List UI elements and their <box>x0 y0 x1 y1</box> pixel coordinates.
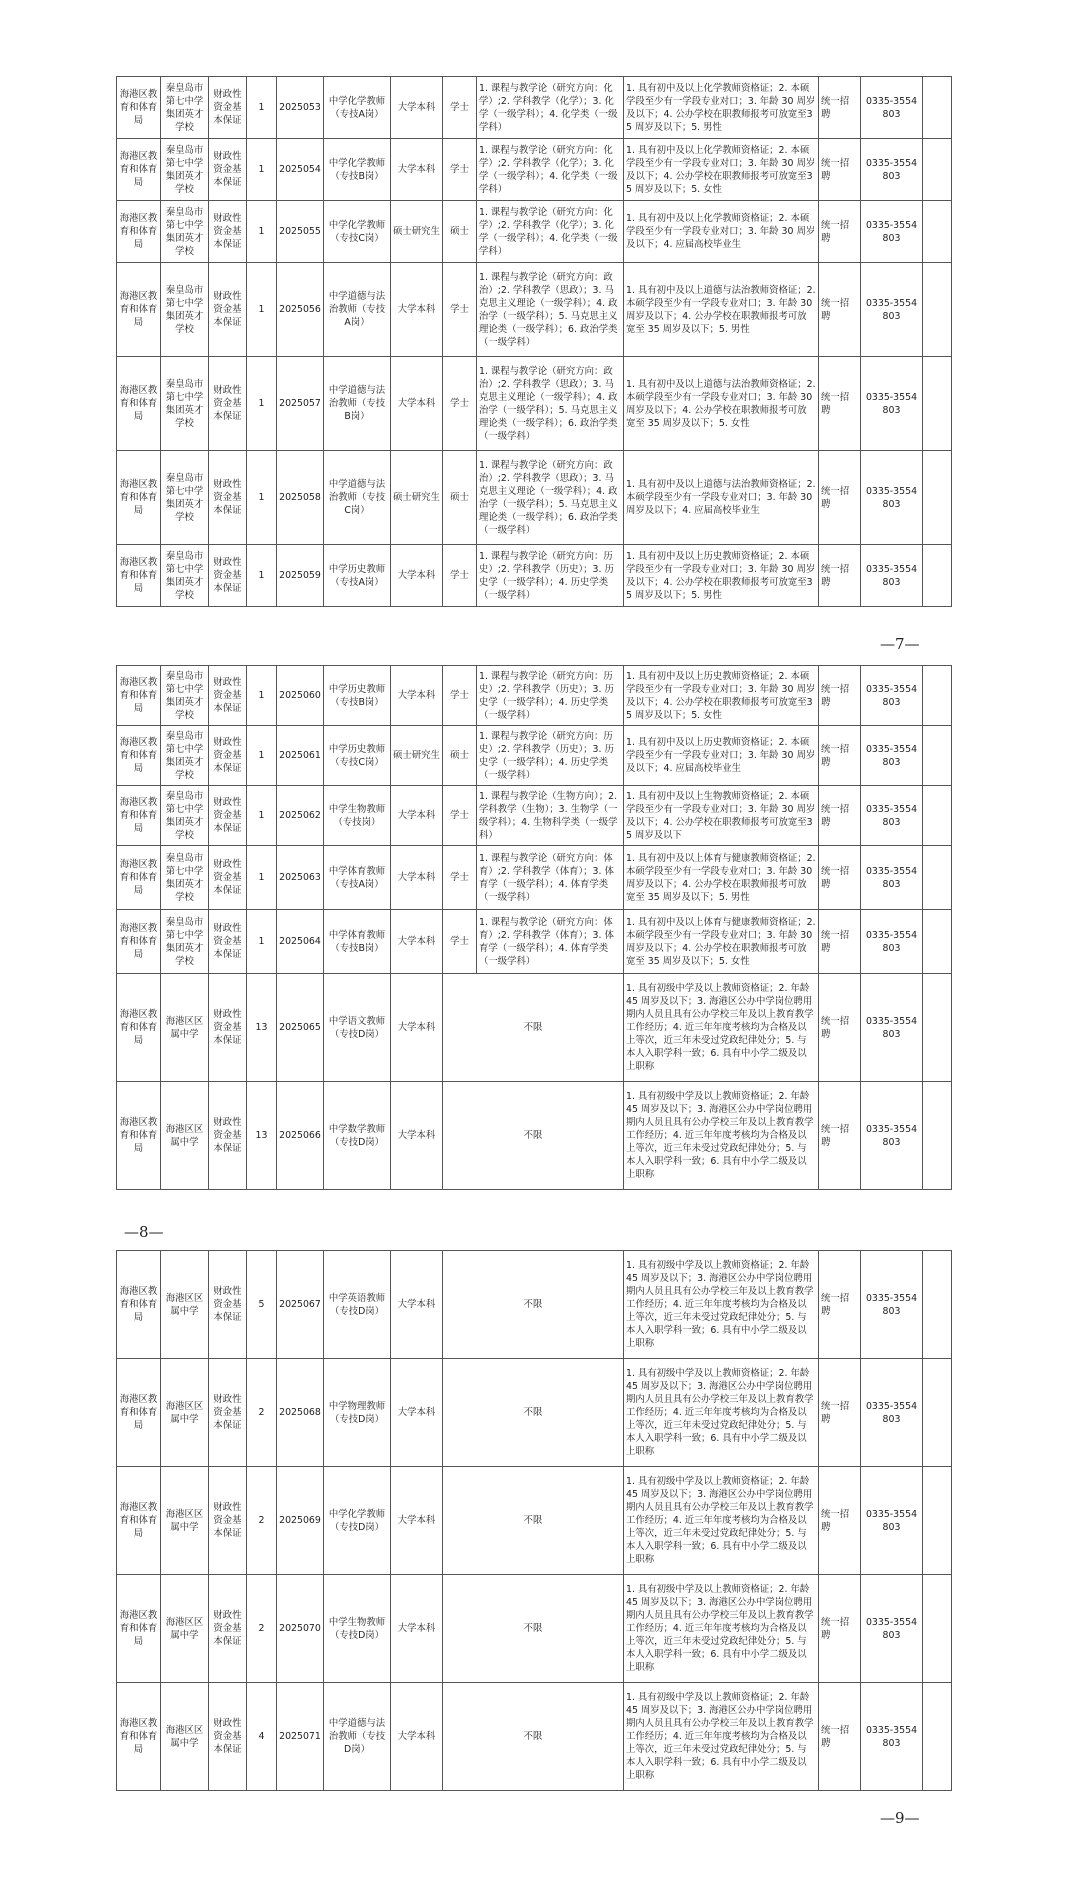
conditions-cell: 1. 具有初级中学及以上教师资格证；2. 年龄 45 周岁及以下；3. 海港区公办中学岗位聘用期内人员且具有公办学校三年及以上教育教学工作经历；4. 近三年年度考核均为合格及以上等次，近三年未受过党政纪律处分；5. 与本人入职学科一致；6. 具有中小学二级及以上职称 <box>624 1683 819 1791</box>
education-cell: 大学本科 <box>391 974 443 1082</box>
table-row <box>117 666 952 726</box>
unit-cell: 海港区区属中学 <box>161 1575 209 1683</box>
table-row <box>117 786 952 846</box>
major-cell: 1. 课程与教学论（研究方向：化学）;2. 学科教学（化学）；3. 化学（一级学科）；4. 化学类（一级学科） <box>477 201 624 263</box>
education-cell: 大学本科 <box>391 1575 443 1683</box>
count-cell: 1 <box>247 201 277 263</box>
count-cell: 5 <box>247 1251 277 1359</box>
degree-cell: 学士 <box>443 263 477 357</box>
note-cell <box>923 1359 952 1467</box>
count-cell: 1 <box>247 545 277 607</box>
recruitment-table-page-7 <box>116 76 952 607</box>
method-cell: 统一招聘 <box>819 726 861 786</box>
conditions-cell: 1. 具有初中及以上历史教师资格证；2. 本硕学段至少有一学段专业对口；3. 年龄 30 周岁及以下；4. 公办学校在职教师报考可放宽至35 周岁及以下；5. 男性 <box>624 545 819 607</box>
unit-cell: 秦皇岛市第七中学集团英才学校 <box>161 666 209 726</box>
method-cell: 统一招聘 <box>819 666 861 726</box>
code-cell: 2025055 <box>277 201 324 263</box>
note-cell <box>923 974 952 1082</box>
phone-cell: 0335-3554803 <box>861 1082 923 1190</box>
page-number: —8— <box>124 1223 164 1241</box>
funding-cell: 财政性资金基本保证 <box>209 1575 247 1683</box>
degree-cell: 学士 <box>443 786 477 846</box>
phone-cell: 0335-3554803 <box>861 786 923 846</box>
dept-cell: 海港区教育和体育局 <box>117 974 161 1082</box>
method-cell: 统一招聘 <box>819 139 861 201</box>
method-cell: 统一招聘 <box>819 1359 861 1467</box>
funding-cell: 财政性资金基本保证 <box>209 974 247 1082</box>
unit-cell: 海港区区属中学 <box>161 1082 209 1190</box>
note-cell <box>923 910 952 974</box>
major-cell: 不限 <box>443 1683 624 1791</box>
dept-cell: 海港区教育和体育局 <box>117 666 161 726</box>
table-row <box>117 263 952 357</box>
count-cell: 1 <box>247 139 277 201</box>
table-row <box>117 846 952 910</box>
funding-cell: 财政性资金基本保证 <box>209 545 247 607</box>
method-cell: 统一招聘 <box>819 357 861 451</box>
unit-cell: 秦皇岛市第七中学集团英才学校 <box>161 846 209 910</box>
code-cell: 2025066 <box>277 1082 324 1190</box>
funding-cell: 财政性资金基本保证 <box>209 451 247 545</box>
post-cell: 中学道德与法治教师（专技A岗） <box>324 263 391 357</box>
count-cell: 13 <box>247 974 277 1082</box>
funding-cell: 财政性资金基本保证 <box>209 786 247 846</box>
conditions-cell: 1. 具有初中及以上历史教师资格证；2. 本硕学段至少有一学段专业对口；3. 年龄 30 周岁及以下；4. 应届高校毕业生 <box>624 726 819 786</box>
degree-cell: 学士 <box>443 666 477 726</box>
note-cell <box>923 263 952 357</box>
count-cell: 1 <box>247 666 277 726</box>
major-cell: 1. 课程与教学论（研究方向：化学）;2. 学科教学（化学）；3. 化学（一级学科）；4. 化学类（一级学科） <box>477 139 624 201</box>
education-cell: 大学本科 <box>391 846 443 910</box>
table-row <box>117 910 952 974</box>
dept-cell: 海港区教育和体育局 <box>117 1359 161 1467</box>
unit-cell: 海港区区属中学 <box>161 1359 209 1467</box>
degree-cell: 硕士 <box>443 451 477 545</box>
funding-cell: 财政性资金基本保证 <box>209 1082 247 1190</box>
phone-cell: 0335-3554803 <box>861 357 923 451</box>
post-cell: 中学化学教师（专技B岗） <box>324 139 391 201</box>
dept-cell: 海港区教育和体育局 <box>117 77 161 139</box>
education-cell: 大学本科 <box>391 1683 443 1791</box>
conditions-cell: 1. 具有初中及以上道德与法治教师资格证；2. 本硕学段至少有一学段专业对口；3. 年龄 30 周岁及以下；4. 应届高校毕业生 <box>624 451 819 545</box>
post-cell: 中学化学教师（专技C岗） <box>324 201 391 263</box>
conditions-cell: 1. 具有初级中学及以上教师资格证；2. 年龄 45 周岁及以下；3. 海港区公办中学岗位聘用期内人员且具有公办学校三年及以上教育教学工作经历；4. 近三年年度考核均为合格及以上等次，近三年未受过党政纪律处分；5. 与本人入职学科一致；6. 具有中小学二级及以上职称 <box>624 1467 819 1575</box>
dept-cell: 海港区教育和体育局 <box>117 1082 161 1190</box>
method-cell: 统一招聘 <box>819 846 861 910</box>
note-cell <box>923 726 952 786</box>
code-cell: 2025068 <box>277 1359 324 1467</box>
unit-cell: 秦皇岛市第七中学集团英才学校 <box>161 357 209 451</box>
post-cell: 中学生物教师（专技D岗） <box>324 1575 391 1683</box>
unit-cell: 秦皇岛市第七中学集团英才学校 <box>161 910 209 974</box>
post-cell: 中学语文教师（专技D岗） <box>324 974 391 1082</box>
major-cell: 1. 课程与教学论（研究方向：政治）;2. 学科教学（思政）；3. 马克思主义理论（一级学科）；4. 政治学（一级学科）；5. 马克思主义理论类（一级学科）；6. 政治学类（一级学科） <box>477 357 624 451</box>
post-cell: 中学历史教师（专技A岗） <box>324 545 391 607</box>
note-cell <box>923 846 952 910</box>
code-cell: 2025065 <box>277 974 324 1082</box>
conditions-cell: 1. 具有初中及以上生物教师资格证；2. 本硕学段至少有一学段专业对口；3. 年龄 30 周岁及以下；4. 公办学校在职教师报考可放宽至35 周岁及以下 <box>624 786 819 846</box>
education-cell: 大学本科 <box>391 666 443 726</box>
phone-cell: 0335-3554803 <box>861 1467 923 1575</box>
table-row <box>117 1359 952 1467</box>
post-cell: 中学体育教师（专技A岗） <box>324 846 391 910</box>
table-row <box>117 451 952 545</box>
conditions-cell: 1. 具有初级中学及以上教师资格证；2. 年龄 45 周岁及以下；3. 海港区公办中学岗位聘用期内人员且具有公办学校三年及以上教育教学工作经历；4. 近三年年度考核均为合格及以上等次，近三年未受过党政纪律处分；5. 与本人入职学科一致；6. 具有中小学二级及以上职称 <box>624 1359 819 1467</box>
funding-cell: 财政性资金基本保证 <box>209 357 247 451</box>
phone-cell: 0335-3554803 <box>861 263 923 357</box>
phone-cell: 0335-3554803 <box>861 77 923 139</box>
method-cell: 统一招聘 <box>819 201 861 263</box>
education-cell: 硕士研究生 <box>391 726 443 786</box>
conditions-cell: 1. 具有初级中学及以上教师资格证；2. 年龄 45 周岁及以下；3. 海港区公办中学岗位聘用期内人员且具有公办学校三年及以上教育教学工作经历；4. 近三年年度考核均为合格及以上等次，近三年未受过党政纪律处分；5. 与本人入职学科一致；6. 具有中小学二级及以上职称 <box>624 1251 819 1359</box>
education-cell: 大学本科 <box>391 910 443 974</box>
phone-cell: 0335-3554803 <box>861 726 923 786</box>
note-cell <box>923 1683 952 1791</box>
code-cell: 2025054 <box>277 139 324 201</box>
method-cell: 统一招聘 <box>819 1575 861 1683</box>
code-cell: 2025062 <box>277 786 324 846</box>
note-cell <box>923 666 952 726</box>
method-cell: 统一招聘 <box>819 1251 861 1359</box>
conditions-cell: 1. 具有初中及以上历史教师资格证；2. 本硕学段至少有一学段专业对口；3. 年龄 30 周岁及以下；4. 公办学校在职教师报考可放宽至35 周岁及以下；5. 女性 <box>624 666 819 726</box>
table-row <box>117 1467 952 1575</box>
major-cell: 1. 课程与教学论（研究方向：体育）;2. 学科教学（体育）；3. 体育学（一级学科）；4. 体育学类（一级学科） <box>477 846 624 910</box>
post-cell: 中学历史教师（专技B岗） <box>324 666 391 726</box>
phone-cell: 0335-3554803 <box>861 1251 923 1359</box>
code-cell: 2025059 <box>277 545 324 607</box>
method-cell: 统一招聘 <box>819 1467 861 1575</box>
funding-cell: 财政性资金基本保证 <box>209 846 247 910</box>
method-cell: 统一招聘 <box>819 974 861 1082</box>
conditions-cell: 1. 具有初级中学及以上教师资格证；2. 年龄 45 周岁及以下；3. 海港区公办中学岗位聘用期内人员且具有公办学校三年及以上教育教学工作经历；4. 近三年年度考核均为合格及以上等次，近三年未受过党政纪律处分；5. 与本人入职学科一致；6. 具有中小学二级及以上职称 <box>624 974 819 1082</box>
code-cell: 2025064 <box>277 910 324 974</box>
conditions-cell: 1. 具有初中及以上道德与法治教师资格证；2. 本硕学段至少有一学段专业对口；3. 年龄 30 周岁及以下；4. 公办学校在职教师报考可放宽至 35 周岁及以下；5. 女性 <box>624 357 819 451</box>
method-cell: 统一招聘 <box>819 786 861 846</box>
table-row <box>117 1683 952 1791</box>
post-cell: 中学道德与法治教师（专技B岗） <box>324 357 391 451</box>
page-number: —9— <box>880 1809 920 1827</box>
count-cell: 1 <box>247 263 277 357</box>
method-cell: 统一招聘 <box>819 451 861 545</box>
note-cell <box>923 451 952 545</box>
education-cell: 硕士研究生 <box>391 451 443 545</box>
dept-cell: 海港区教育和体育局 <box>117 201 161 263</box>
unit-cell: 海港区区属中学 <box>161 1467 209 1575</box>
phone-cell: 0335-3554803 <box>861 1683 923 1791</box>
post-cell: 中学化学教师（专技A岗） <box>324 77 391 139</box>
method-cell: 统一招聘 <box>819 545 861 607</box>
education-cell: 大学本科 <box>391 139 443 201</box>
phone-cell: 0335-3554803 <box>861 139 923 201</box>
conditions-cell: 1. 具有初级中学及以上教师资格证；2. 年龄 45 周岁及以下；3. 海港区公办中学岗位聘用期内人员且具有公办学校三年及以上教育教学工作经历；4. 近三年年度考核均为合格及以上等次，近三年未受过党政纪律处分；5. 与本人入职学科一致；6. 具有中小学二级及以上职称 <box>624 1575 819 1683</box>
degree-cell: 硕士 <box>443 201 477 263</box>
count-cell: 2 <box>247 1359 277 1467</box>
major-cell: 不限 <box>443 1467 624 1575</box>
degree-cell: 学士 <box>443 846 477 910</box>
table-row <box>117 1082 952 1190</box>
table-row <box>117 1575 952 1683</box>
funding-cell: 财政性资金基本保证 <box>209 1467 247 1575</box>
code-cell: 2025060 <box>277 666 324 726</box>
dept-cell: 海港区教育和体育局 <box>117 139 161 201</box>
funding-cell: 财政性资金基本保证 <box>209 263 247 357</box>
education-cell: 大学本科 <box>391 1082 443 1190</box>
phone-cell: 0335-3554803 <box>861 545 923 607</box>
degree-cell: 学士 <box>443 139 477 201</box>
conditions-cell: 1. 具有初中及以上化学教师资格证；2. 本硕学段至少有一学段专业对口；3. 年龄 30 周岁及以下；4. 公办学校在职教师报考可放宽至35 周岁及以下；5. 女性 <box>624 139 819 201</box>
funding-cell: 财政性资金基本保证 <box>209 1251 247 1359</box>
major-cell: 1. 课程与教学论（研究方向：政治）;2. 学科教学（思政）；3. 马克思主义理论（一级学科）；4. 政治学（一级学科）；5. 马克思主义理论类（一级学科）；6. 政治学类（一级学科） <box>477 263 624 357</box>
note-cell <box>923 139 952 201</box>
post-cell: 中学体育教师（专技B岗） <box>324 910 391 974</box>
degree-cell: 学士 <box>443 357 477 451</box>
recruitment-table-page-9 <box>116 1250 952 1791</box>
count-cell: 1 <box>247 451 277 545</box>
code-cell: 2025067 <box>277 1251 324 1359</box>
count-cell: 2 <box>247 1467 277 1575</box>
dept-cell: 海港区教育和体育局 <box>117 1575 161 1683</box>
conditions-cell: 1. 具有初级中学及以上教师资格证；2. 年龄 45 周岁及以下；3. 海港区公办中学岗位聘用期内人员且具有公办学校三年及以上教育教学工作经历；4. 近三年年度考核均为合格及以上等次，近三年未受过党政纪律处分；5. 与本人入职学科一致；6. 具有中小学二级及以上职称 <box>624 1082 819 1190</box>
table-row <box>117 1251 952 1359</box>
page-number: —7— <box>880 635 920 653</box>
conditions-cell: 1. 具有初中及以上化学教师资格证；2. 本硕学段至少有一学段专业对口；3. 年龄 30 周岁及以下；4. 公办学校在职教师报考可放宽至35 周岁及以下；5. 男性 <box>624 77 819 139</box>
funding-cell: 财政性资金基本保证 <box>209 1683 247 1791</box>
post-cell: 中学物理教师（专技D岗） <box>324 1359 391 1467</box>
unit-cell: 秦皇岛市第七中学集团英才学校 <box>161 139 209 201</box>
conditions-cell: 1. 具有初中及以上体育与健康教师资格证；2. 本硕学段至少有一学段专业对口；3. 年龄 30 周岁及以下；4. 公办学校在职教师报考可放宽至 35 周岁及以下；5. 男性 <box>624 846 819 910</box>
note-cell <box>923 786 952 846</box>
phone-cell: 0335-3554803 <box>861 1575 923 1683</box>
phone-cell: 0335-3554803 <box>861 1359 923 1467</box>
code-cell: 2025061 <box>277 726 324 786</box>
education-cell: 大学本科 <box>391 1359 443 1467</box>
note-cell <box>923 1251 952 1359</box>
count-cell: 2 <box>247 1575 277 1683</box>
code-cell: 2025070 <box>277 1575 324 1683</box>
code-cell: 2025058 <box>277 451 324 545</box>
code-cell: 2025057 <box>277 357 324 451</box>
table-row <box>117 139 952 201</box>
unit-cell: 海港区区属中学 <box>161 1251 209 1359</box>
major-cell: 不限 <box>443 974 624 1082</box>
note-cell <box>923 545 952 607</box>
note-cell <box>923 201 952 263</box>
phone-cell: 0335-3554803 <box>861 974 923 1082</box>
conditions-cell: 1. 具有初中及以上道德与法治教师资格证；2. 本硕学段至少有一学段专业对口；3. 年龄 30 周岁及以下；4. 公办学校在职教师报考可放宽至 35 周岁及以下；5. 男性 <box>624 263 819 357</box>
table-row <box>117 545 952 607</box>
post-cell: 中学数学教师（专技D岗） <box>324 1082 391 1190</box>
conditions-cell: 1. 具有初中及以上体育与健康教师资格证；2. 本硕学段至少有一学段专业对口；3. 年龄 30 周岁及以下；4. 公办学校在职教师报考可放宽至 35 周岁及以下；5. 女性 <box>624 910 819 974</box>
unit-cell: 海港区区属中学 <box>161 974 209 1082</box>
method-cell: 统一招聘 <box>819 1683 861 1791</box>
major-cell: 1. 课程与教学论（研究方向：历史）;2. 学科教学（历史）；3. 历史学（一级学科）；4. 历史学类（一级学科） <box>477 545 624 607</box>
phone-cell: 0335-3554803 <box>861 666 923 726</box>
note-cell <box>923 1467 952 1575</box>
table-row <box>117 357 952 451</box>
dept-cell: 海港区教育和体育局 <box>117 1683 161 1791</box>
major-cell: 不限 <box>443 1082 624 1190</box>
unit-cell: 海港区区属中学 <box>161 1683 209 1791</box>
phone-cell: 0335-3554803 <box>861 846 923 910</box>
dept-cell: 海港区教育和体育局 <box>117 786 161 846</box>
method-cell: 统一招聘 <box>819 77 861 139</box>
note-cell <box>923 77 952 139</box>
funding-cell: 财政性资金基本保证 <box>209 77 247 139</box>
major-cell: 1. 课程与教学论（研究方向：历史）;2. 学科教学（历史）；3. 历史学（一级学科）；4. 历史学类（一级学科） <box>477 666 624 726</box>
funding-cell: 财政性资金基本保证 <box>209 201 247 263</box>
unit-cell: 秦皇岛市第七中学集团英才学校 <box>161 726 209 786</box>
count-cell: 4 <box>247 1683 277 1791</box>
phone-cell: 0335-3554803 <box>861 910 923 974</box>
phone-cell: 0335-3554803 <box>861 201 923 263</box>
phone-cell: 0335-3554803 <box>861 451 923 545</box>
count-cell: 1 <box>247 726 277 786</box>
dept-cell: 海港区教育和体育局 <box>117 545 161 607</box>
education-cell: 大学本科 <box>391 545 443 607</box>
unit-cell: 秦皇岛市第七中学集团英才学校 <box>161 545 209 607</box>
post-cell: 中学化学教师（专技D岗） <box>324 1467 391 1575</box>
count-cell: 1 <box>247 357 277 451</box>
major-cell: 不限 <box>443 1251 624 1359</box>
code-cell: 2025071 <box>277 1683 324 1791</box>
conditions-cell: 1. 具有初中及以上化学教师资格证；2. 本硕学段至少有一学段专业对口；3. 年龄 30 周岁及以下；4. 应届高校毕业生 <box>624 201 819 263</box>
dept-cell: 海港区教育和体育局 <box>117 451 161 545</box>
dept-cell: 海港区教育和体育局 <box>117 726 161 786</box>
degree-cell: 学士 <box>443 77 477 139</box>
major-cell: 不限 <box>443 1575 624 1683</box>
code-cell: 2025053 <box>277 77 324 139</box>
funding-cell: 财政性资金基本保证 <box>209 1359 247 1467</box>
degree-cell: 学士 <box>443 910 477 974</box>
dept-cell: 海港区教育和体育局 <box>117 846 161 910</box>
major-cell: 1. 课程与教学论（研究方向：化学）;2. 学科教学（化学）；3. 化学（一级学科）；4. 化学类（一级学科） <box>477 77 624 139</box>
count-cell: 1 <box>247 846 277 910</box>
dept-cell: 海港区教育和体育局 <box>117 1467 161 1575</box>
post-cell: 中学生物教师（专技岗） <box>324 786 391 846</box>
education-cell: 大学本科 <box>391 1251 443 1359</box>
count-cell: 1 <box>247 77 277 139</box>
major-cell: 1. 课程与教学论（研究方向：体育）;2. 学科教学（体育）；3. 体育学（一级学科）；4. 体育学类（一级学科） <box>477 910 624 974</box>
unit-cell: 秦皇岛市第七中学集团英才学校 <box>161 451 209 545</box>
education-cell: 大学本科 <box>391 357 443 451</box>
degree-cell: 学士 <box>443 545 477 607</box>
note-cell <box>923 1575 952 1683</box>
note-cell <box>923 1082 952 1190</box>
funding-cell: 财政性资金基本保证 <box>209 139 247 201</box>
recruitment-table-page-8 <box>116 665 952 1190</box>
code-cell: 2025063 <box>277 846 324 910</box>
table-row <box>117 974 952 1082</box>
post-cell: 中学道德与法治教师（专技D岗） <box>324 1683 391 1791</box>
note-cell <box>923 357 952 451</box>
education-cell: 硕士研究生 <box>391 201 443 263</box>
table-row <box>117 201 952 263</box>
count-cell: 1 <box>247 786 277 846</box>
unit-cell: 秦皇岛市第七中学集团英才学校 <box>161 77 209 139</box>
major-cell: 1. 课程与教学论（生物方向）；2. 学科教学（生物）；3. 生物学（一级学科）；4. 生物科学类（一级学科） <box>477 786 624 846</box>
unit-cell: 秦皇岛市第七中学集团英才学校 <box>161 201 209 263</box>
major-cell: 1. 课程与教学论（研究方向：历史）;2. 学科教学（历史）；3. 历史学（一级学科）；4. 历史学类（一级学科） <box>477 726 624 786</box>
education-cell: 大学本科 <box>391 263 443 357</box>
table-row <box>117 77 952 139</box>
major-cell: 不限 <box>443 1359 624 1467</box>
post-cell: 中学历史教师（专技C岗） <box>324 726 391 786</box>
dept-cell: 海港区教育和体育局 <box>117 357 161 451</box>
education-cell: 大学本科 <box>391 786 443 846</box>
post-cell: 中学道德与法治教师（专技C岗） <box>324 451 391 545</box>
dept-cell: 海港区教育和体育局 <box>117 910 161 974</box>
funding-cell: 财政性资金基本保证 <box>209 726 247 786</box>
post-cell: 中学英语教师（专技D岗） <box>324 1251 391 1359</box>
unit-cell: 秦皇岛市第七中学集团英才学校 <box>161 786 209 846</box>
code-cell: 2025056 <box>277 263 324 357</box>
funding-cell: 财政性资金基本保证 <box>209 666 247 726</box>
unit-cell: 秦皇岛市第七中学集团英才学校 <box>161 263 209 357</box>
method-cell: 统一招聘 <box>819 910 861 974</box>
count-cell: 13 <box>247 1082 277 1190</box>
major-cell: 1. 课程与教学论（研究方向：政治）;2. 学科教学（思政）；3. 马克思主义理论（一级学科）；4. 政治学（一级学科）；5. 马克思主义理论类（一级学科）；6. 政治学类（一级学科） <box>477 451 624 545</box>
dept-cell: 海港区教育和体育局 <box>117 263 161 357</box>
funding-cell: 财政性资金基本保证 <box>209 910 247 974</box>
method-cell: 统一招聘 <box>819 1082 861 1190</box>
table-row <box>117 726 952 786</box>
education-cell: 大学本科 <box>391 77 443 139</box>
method-cell: 统一招聘 <box>819 263 861 357</box>
education-cell: 大学本科 <box>391 1467 443 1575</box>
degree-cell: 硕士 <box>443 726 477 786</box>
count-cell: 1 <box>247 910 277 974</box>
dept-cell: 海港区教育和体育局 <box>117 1251 161 1359</box>
code-cell: 2025069 <box>277 1467 324 1575</box>
